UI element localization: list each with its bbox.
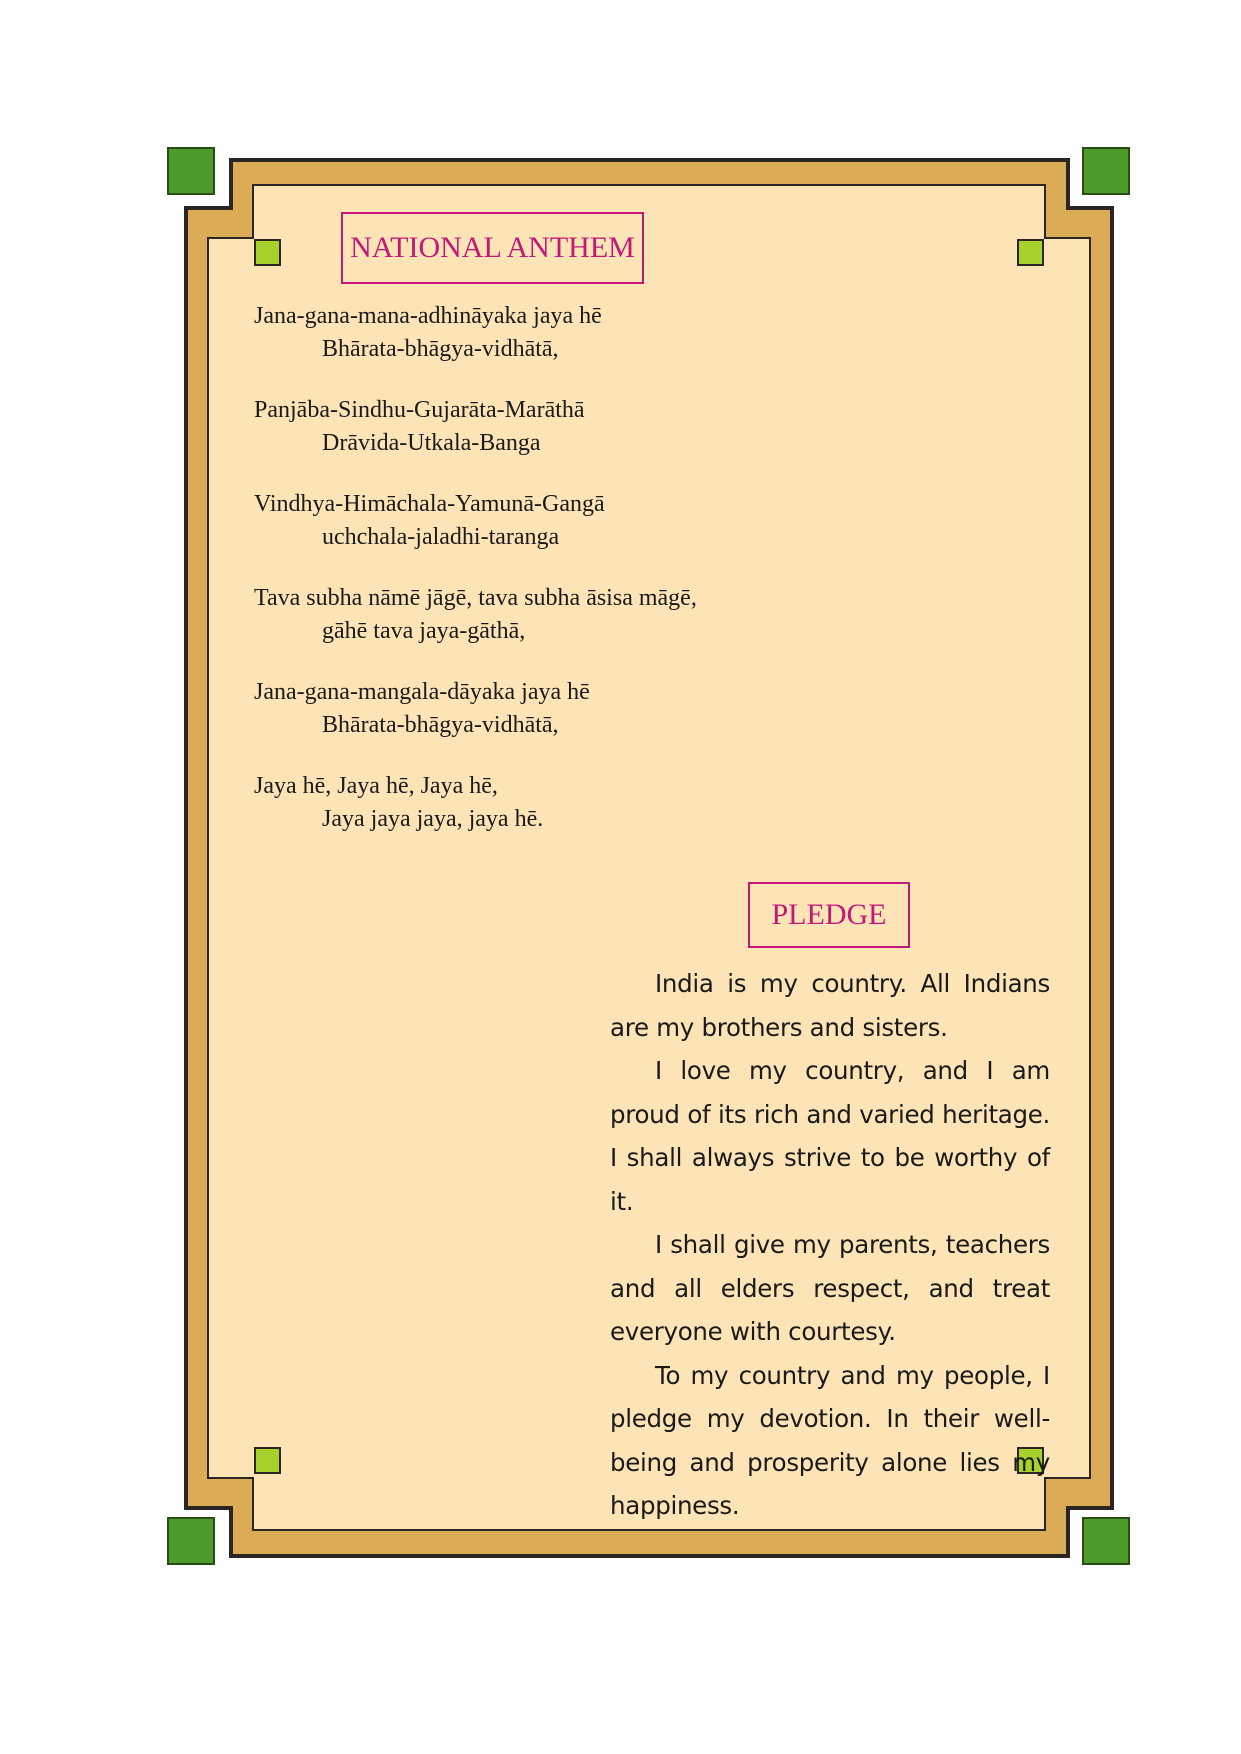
pledge-text bbox=[610, 962, 1050, 1528]
anthem-stanza bbox=[254, 300, 814, 366]
anthem-text bbox=[254, 300, 814, 864]
anthem-line: Jana-gana-mangala-dāyaka jaya hē bbox=[254, 679, 590, 705]
corner-square-bottom-left bbox=[168, 1518, 214, 1564]
pledge-paragraph: I shall give my parents, teachers and all elders respect, and treat everyone with courtesy. bbox=[610, 1230, 1050, 1346]
anthem-line-indented: gāhē tava jaya-gāthā, bbox=[322, 618, 526, 644]
inner-square-top-left bbox=[255, 240, 280, 265]
anthem-line-indented: Drāvida-Utkala-Banga bbox=[322, 430, 541, 456]
anthem-title: NATIONAL ANTHEM bbox=[341, 212, 644, 284]
anthem-line-indented: Bhārata-bhāgya-vidhātā, bbox=[322, 336, 559, 362]
anthem-line-indented: Bhārata-bhāgya-vidhātā, bbox=[322, 712, 559, 738]
anthem-stanza bbox=[254, 770, 814, 836]
anthem-line-indented: Jaya jaya jaya, jaya hē. bbox=[322, 806, 544, 832]
corner-square-top-right bbox=[1083, 148, 1129, 194]
anthem-line: Tava subha nāmē jāgē, tava subha āsisa māgē, bbox=[254, 585, 697, 611]
pledge-paragraph: To my country and my people, I pledge my devotion. In their well-being and prosperity alone lies my happiness. bbox=[610, 1360, 1050, 1520]
pledge-paragraph: I love my country, and I am proud of its rich and varied heritage. I shall always strive to be worthy of it. bbox=[610, 1056, 1050, 1216]
inner-square-top-right bbox=[1018, 240, 1043, 265]
pledge-title: PLEDGE bbox=[748, 882, 910, 948]
anthem-line-indented: uchchala-jaladhi-taranga bbox=[322, 524, 560, 550]
corner-square-bottom-right bbox=[1083, 1518, 1129, 1564]
pledge-paragraph: India is my country. All Indians are my brothers and sisters. bbox=[610, 969, 1050, 1042]
anthem-stanza bbox=[254, 676, 814, 742]
anthem-stanza bbox=[254, 488, 814, 554]
corner-square-top-left bbox=[168, 148, 214, 194]
anthem-stanza bbox=[254, 394, 814, 460]
inner-square-bottom-left bbox=[255, 1448, 280, 1473]
anthem-line: Panjāba-Sindhu-Gujarāta-Marāthā bbox=[254, 397, 585, 423]
anthem-line: Jana-gana-mana-adhināyaka jaya hē bbox=[254, 303, 602, 329]
anthem-line: Vindhya-Himāchala-Yamunā-Gangā bbox=[254, 491, 605, 517]
anthem-stanza bbox=[254, 582, 814, 648]
anthem-line: Jaya hē, Jaya hē, Jaya hē, bbox=[254, 773, 498, 799]
